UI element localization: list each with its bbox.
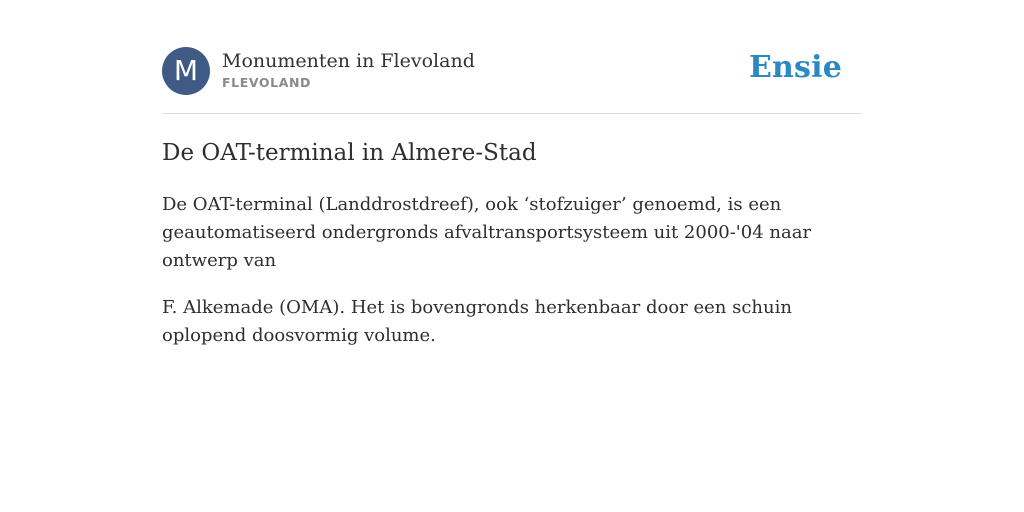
collection-meta: [222, 51, 475, 91]
header-divider: [162, 113, 862, 114]
entry-title: De OAT-terminal in Almere-Stad: [162, 140, 537, 166]
avatar[interactable]: M: [162, 47, 210, 95]
collection-subtitle[interactable]: FLEVOLAND: [222, 75, 311, 90]
entry-paragraph-1: De OAT-terminal (Landdrostdreef), ook ‘stofzuiger’ genoemd, is een geautomatiseerd ondergronds afvaltransportsysteem uit 2000-'04 naar ontwerp van: [162, 194, 812, 271]
collection-title[interactable]: Monumenten in Flevoland: [222, 50, 475, 72]
entry-paragraph-2: F. Alkemade (OMA). Het is bovengronds herkenbaar door een schuin oplopend doosvormig volume.: [162, 297, 792, 346]
entry-card: [162, 46, 862, 350]
card-header: [162, 46, 862, 96]
brand-logo[interactable]: Ensie: [748, 50, 842, 85]
